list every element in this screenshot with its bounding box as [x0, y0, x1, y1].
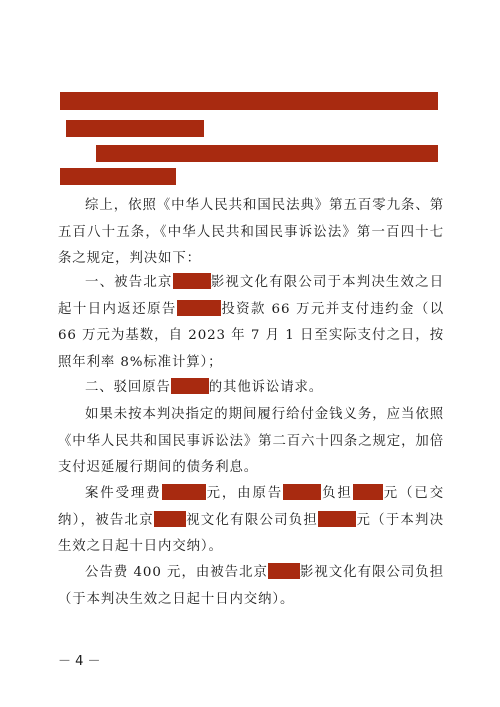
redaction-inline [268, 563, 300, 579]
notice-fee-paragraph: 公告费 400 元，由被告北京 影视文化有限公司负担（于本判决生效之日起十日内交纳）。 [58, 565, 444, 607]
redaction-bar [66, 120, 204, 137]
redaction-inline [318, 511, 356, 527]
redaction-inline [283, 484, 321, 500]
court-fee-paragraph: 案件受理费 元，由原告 负担 元（已交纳），被告北京 视文化有限公司负担 元（于本判决生效之日起十日内交纳）。 [58, 486, 444, 554]
redaction-bar [96, 145, 438, 162]
redaction-inline [177, 300, 221, 316]
page-number: － 4 － [58, 654, 101, 669]
redaction-inline [353, 484, 383, 500]
redaction-bar [60, 168, 176, 185]
redaction-inline [173, 273, 211, 289]
redaction-inline [162, 484, 206, 500]
redaction-inline [154, 511, 186, 527]
judgment-item-1: 一、被告北京 影视文化有限公司于本判决生效之日起十日内返还原告 投资款 66 万元并支付违约金（以 66 万元为基数，自 2023 年 7 月 1 日至实际支付之日，按照年利率 8%标准计算）； [58, 275, 444, 370]
conclusion-paragraph: 综上，依照《中华人民共和国民法典》第五百零九条、第五百八十五条，《中华人民共和国民事诉讼法》第一百四十七条之规定，判决如下： [58, 198, 444, 266]
judgment-item-2: 二、驳回原告 的其他诉讼请求。 [85, 380, 324, 395]
delay-interest-paragraph: 如果未按本判决指定的期间履行给付金钱义务，应当依照《中华人民共和国民事诉讼法》第二百六十四条之规定，加倍支付迟延履行期间的债务利息。 [58, 407, 444, 475]
redaction-bar [60, 92, 438, 110]
redaction-inline [171, 378, 209, 394]
